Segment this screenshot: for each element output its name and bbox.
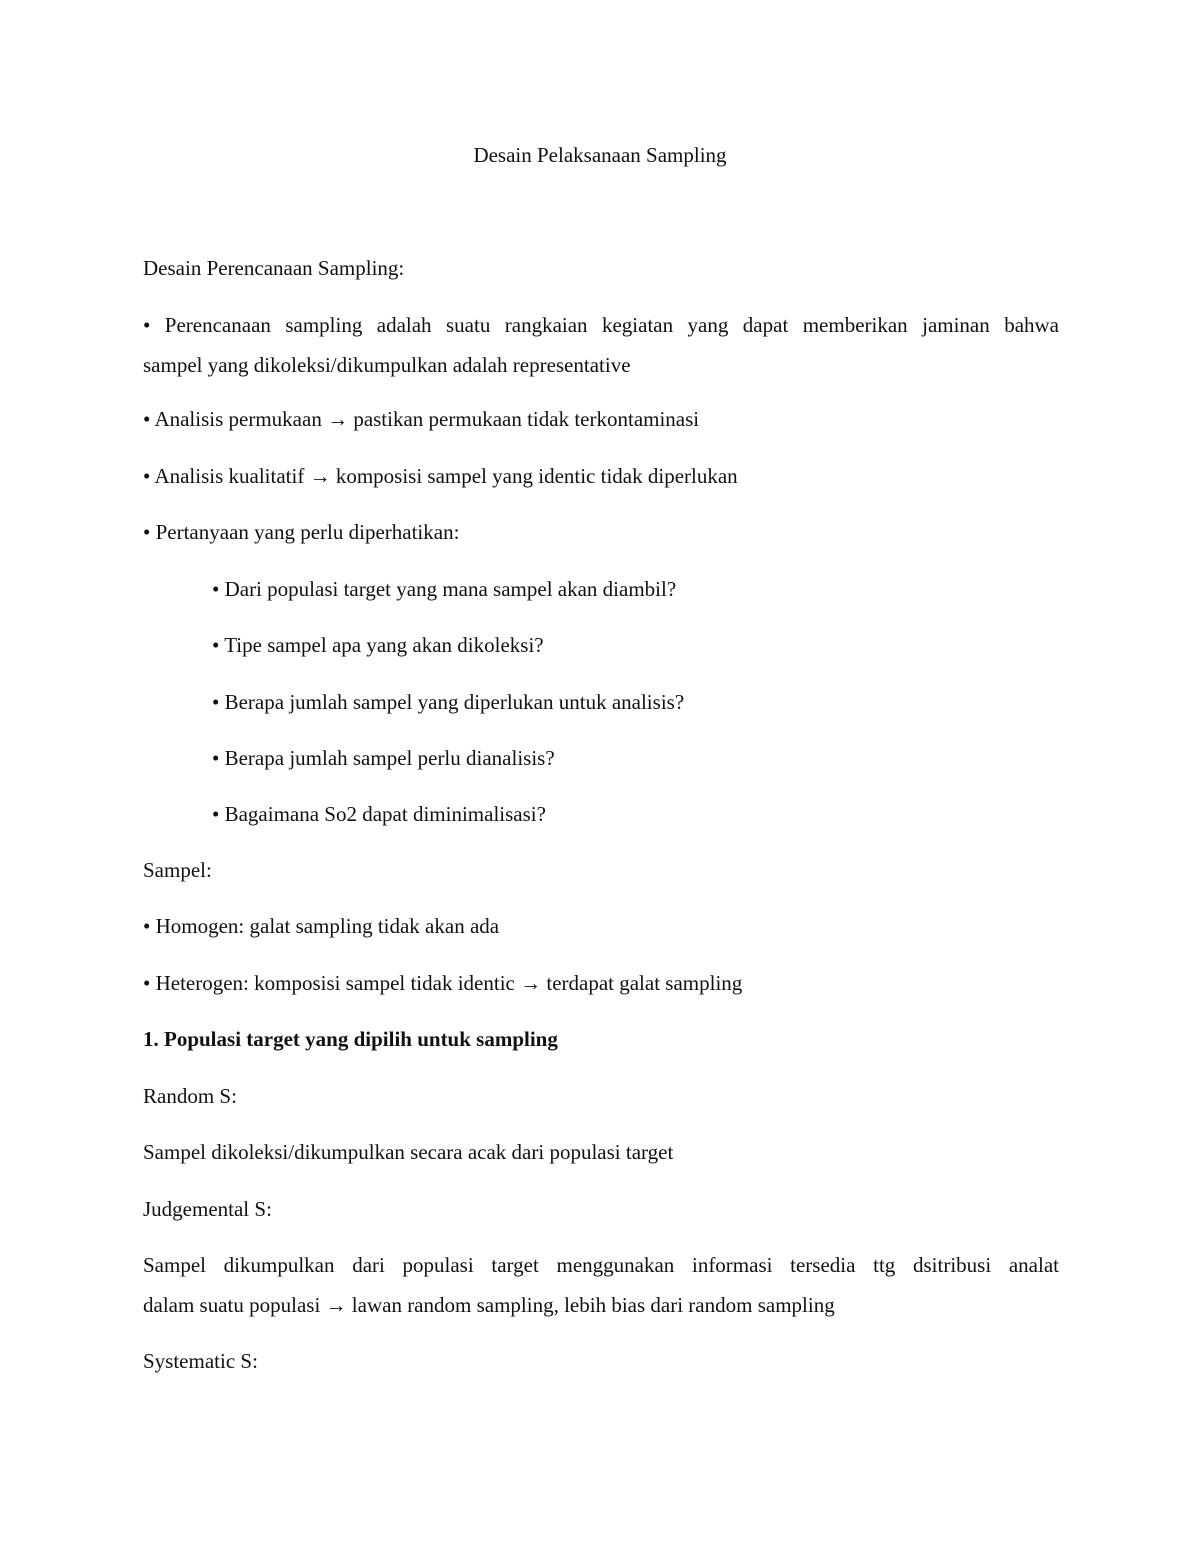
bullet-perencanaan-continuation: sampel yang dikoleksi/dikumpulkan adalah representative <box>143 353 631 377</box>
subbullet-so2: • Bagaimana So2 dapat diminimalisasi? <box>212 802 546 826</box>
subbullet-populasi-target: • Dari populasi target yang mana sampel akan diambil? <box>212 577 677 601</box>
random-sampling-description: Sampel dikoleksi/dikumpulkan secara acak dari populasi target <box>143 1140 674 1164</box>
bullet-heterogen: • Heterogen: komposisi sampel tidak identic → terdapat galat sampling <box>143 971 743 995</box>
subbullet-jumlah-sampel-dianalisis: • Berapa jumlah sampel perlu dianalisis? <box>212 746 555 770</box>
random-sampling-label: Random S: <box>143 1084 237 1108</box>
bullet-analisis-permukaan: • Analisis permukaan → pastikan permukaan tidak terkontaminasi <box>143 407 700 431</box>
bullet-analisis-kualitatif: • Analisis kualitatif → komposisi sampel yang identic tidak diperlukan <box>143 464 738 488</box>
judgemental-sampling-label: Judgemental S: <box>143 1197 272 1221</box>
section-heading-perencanaan: Desain Perencanaan Sampling: <box>143 256 405 280</box>
document-title: Desain Pelaksanaan Sampling <box>473 143 727 167</box>
subbullet-tipe-sampel: • Tipe sampel apa yang akan dikoleksi? <box>212 633 544 657</box>
judgemental-sampling-description-continuation: dalam suatu populasi → lawan random sampling, lebih bias dari random sampling <box>143 1293 835 1317</box>
subbullet-jumlah-sampel-diperlukan: • Berapa jumlah sampel yang diperlukan untuk analisis? <box>212 690 685 714</box>
bullet-homogen: • Homogen: galat sampling tidak akan ada <box>143 914 500 938</box>
systematic-sampling-label: Systematic S: <box>143 1349 258 1373</box>
section-heading-sampel: Sampel: <box>143 858 212 882</box>
judgemental-sampling-description: Sampel dikumpulkan dari populasi target menggunakan informasi tersedia ttg dsitribusi analat <box>143 1253 1059 1277</box>
numbered-heading-populasi-target: 1. Populasi target yang dipilih untuk sampling <box>143 1027 558 1051</box>
bullet-pertanyaan: • Pertanyaan yang perlu diperhatikan: <box>143 520 460 544</box>
bullet-perencanaan: • Perencanaan sampling adalah suatu rangkaian kegiatan yang dapat memberikan jaminan bahwa <box>143 313 1059 337</box>
